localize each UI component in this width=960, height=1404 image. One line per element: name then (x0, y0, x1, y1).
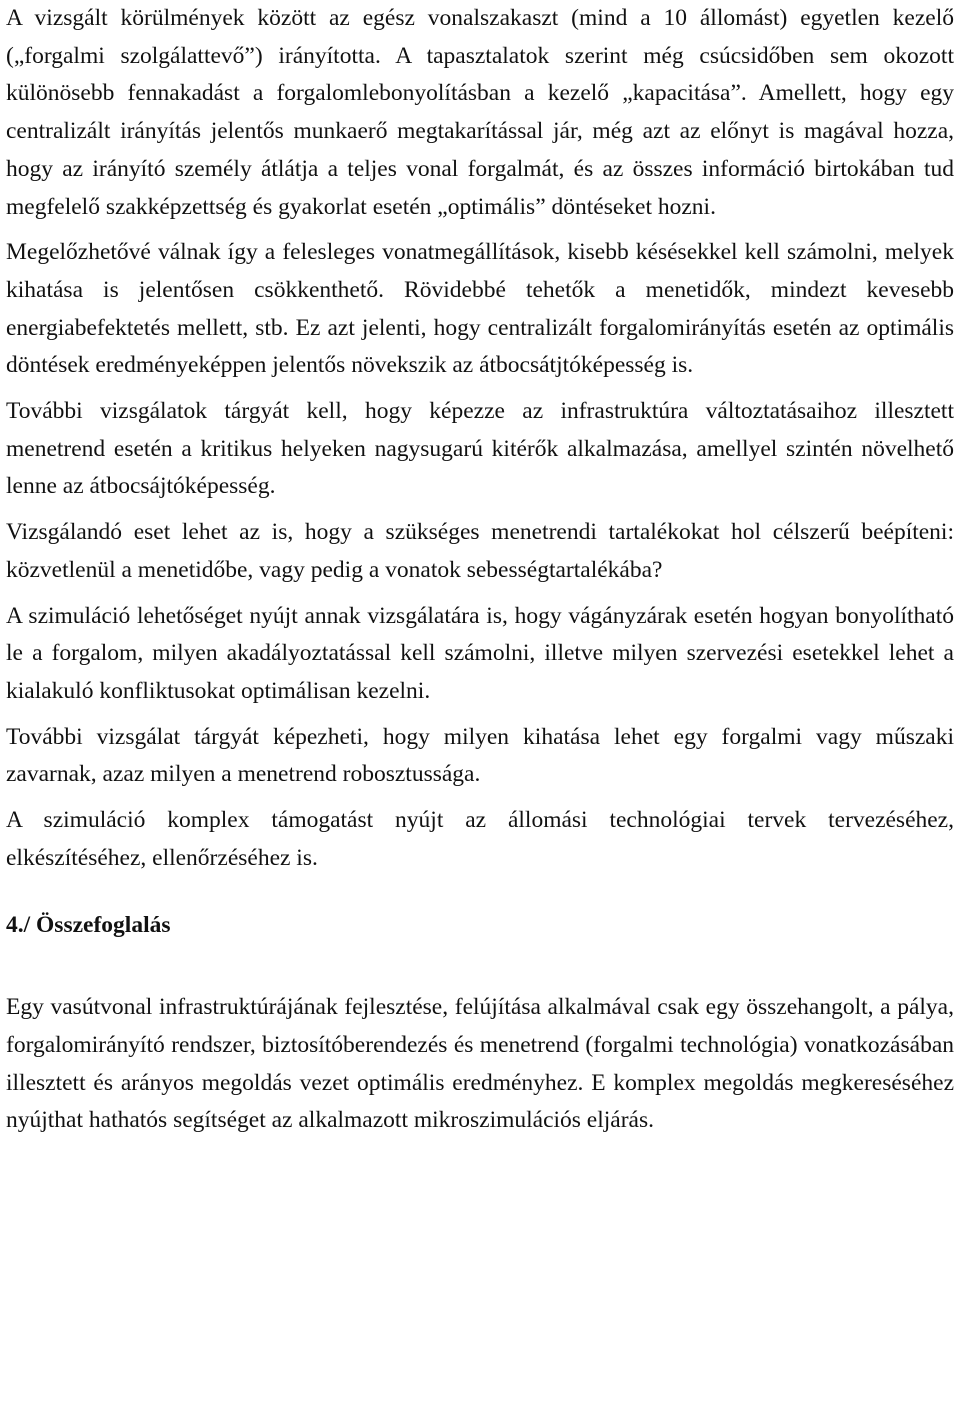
paragraph-station-technology: A szimuláció komplex támogatást nyújt az állomási technológiai tervek tervezéséhez, elkészítéséhez, ellenőrzéséhez is. (6, 807, 954, 871)
paragraph-timetable-reserves: Vizsgálandó eset lehet az is, hogy a szükséges menetrendi tartalékokat hol célszerű beépíteni: közvetlenül a menetidőbe, vagy pedig a vonatok sebességtartalékába? (6, 519, 954, 583)
paragraph-preventable-stops: Megelőzhetővé válnak így a felesleges vonatmegállítások, kisebb késésekkel kell számolni, melyek kihatása is jelentősen csökkenthető. Rövidebbé tehetők a menetidők, mindezt kevesebb energiabefektetés mellett, stb. Ez azt jelenti, hogy centralizált forgalomirányítás esetén az optimális döntések eredményeképpen jelentős növekszik az átbocsátjtóképesség is. (6, 239, 954, 379)
document-page (6, 0, 954, 1140)
paragraph-summary: Egy vasútvonal infrastruktúrájának fejlesztése, felújítása alkalmával csak egy összehangolt, a pálya, forgalomirányító rendszer, biztosítóberendezés és menetrend (forgalmi technológia) vonatkozásában illesztett és arányos megoldás vezet optimális eredményhez. E komplex megoldás megkereséséhez nyújthat hathatós segítséget az alkalmazott mikroszimulációs eljárás. (6, 994, 954, 1134)
paragraph-further-investigations: További vizsgálatok tárgyát kell, hogy képezze az infrastruktúra változtatásaihoz illesztett menetrend esetén a kritikus helyeken nagysugarú kitérők alkalmazása, amellyel szintén növelhető lenne az átbocsájtóképesség. (6, 398, 954, 500)
section-heading-summary: 4./ Összefoglalás (6, 912, 171, 939)
paragraph-track-closures: A szimuláció lehetőséget nyújt annak vizsgálatára is, hogy vágányzárak esetén hogyan bonyolítható le a forgalom, milyen akadályoztatással kell számolni, illetve milyen szervezési esetekkel lehet a kialakuló konfliktusokat optimálisan kezelni. (6, 602, 954, 704)
paragraph-centralized-control: A vizsgált körülmények között az egész vonalszakaszt (mind a 10 állomást) egyetlen kezelő („forgalmi szolgálattevő”) irányította. A tapasztalatok szerint még csúcsidőben sem okozott különösebb fennakadást a forgalomlebonyolításban a kezelő „kapacitása”. Amellett, hogy egy centralizált irányítás jelentős munkaerő megtakarítással jár, még azt az előnyt is magával hozza, hogy az irányító személy átlátja a teljes vonal forgalmát, és az összes információ birtokában tud megfelelő szakképzettség és gyakorlat esetén „optimális” döntéseket hozni. (6, 5, 954, 220)
paragraph-robustness: További vizsgálat tárgyát képezheti, hogy milyen kihatása lehet egy forgalmi vagy műszaki zavarnak, azaz milyen a menetrend robosztussága. (6, 723, 954, 788)
